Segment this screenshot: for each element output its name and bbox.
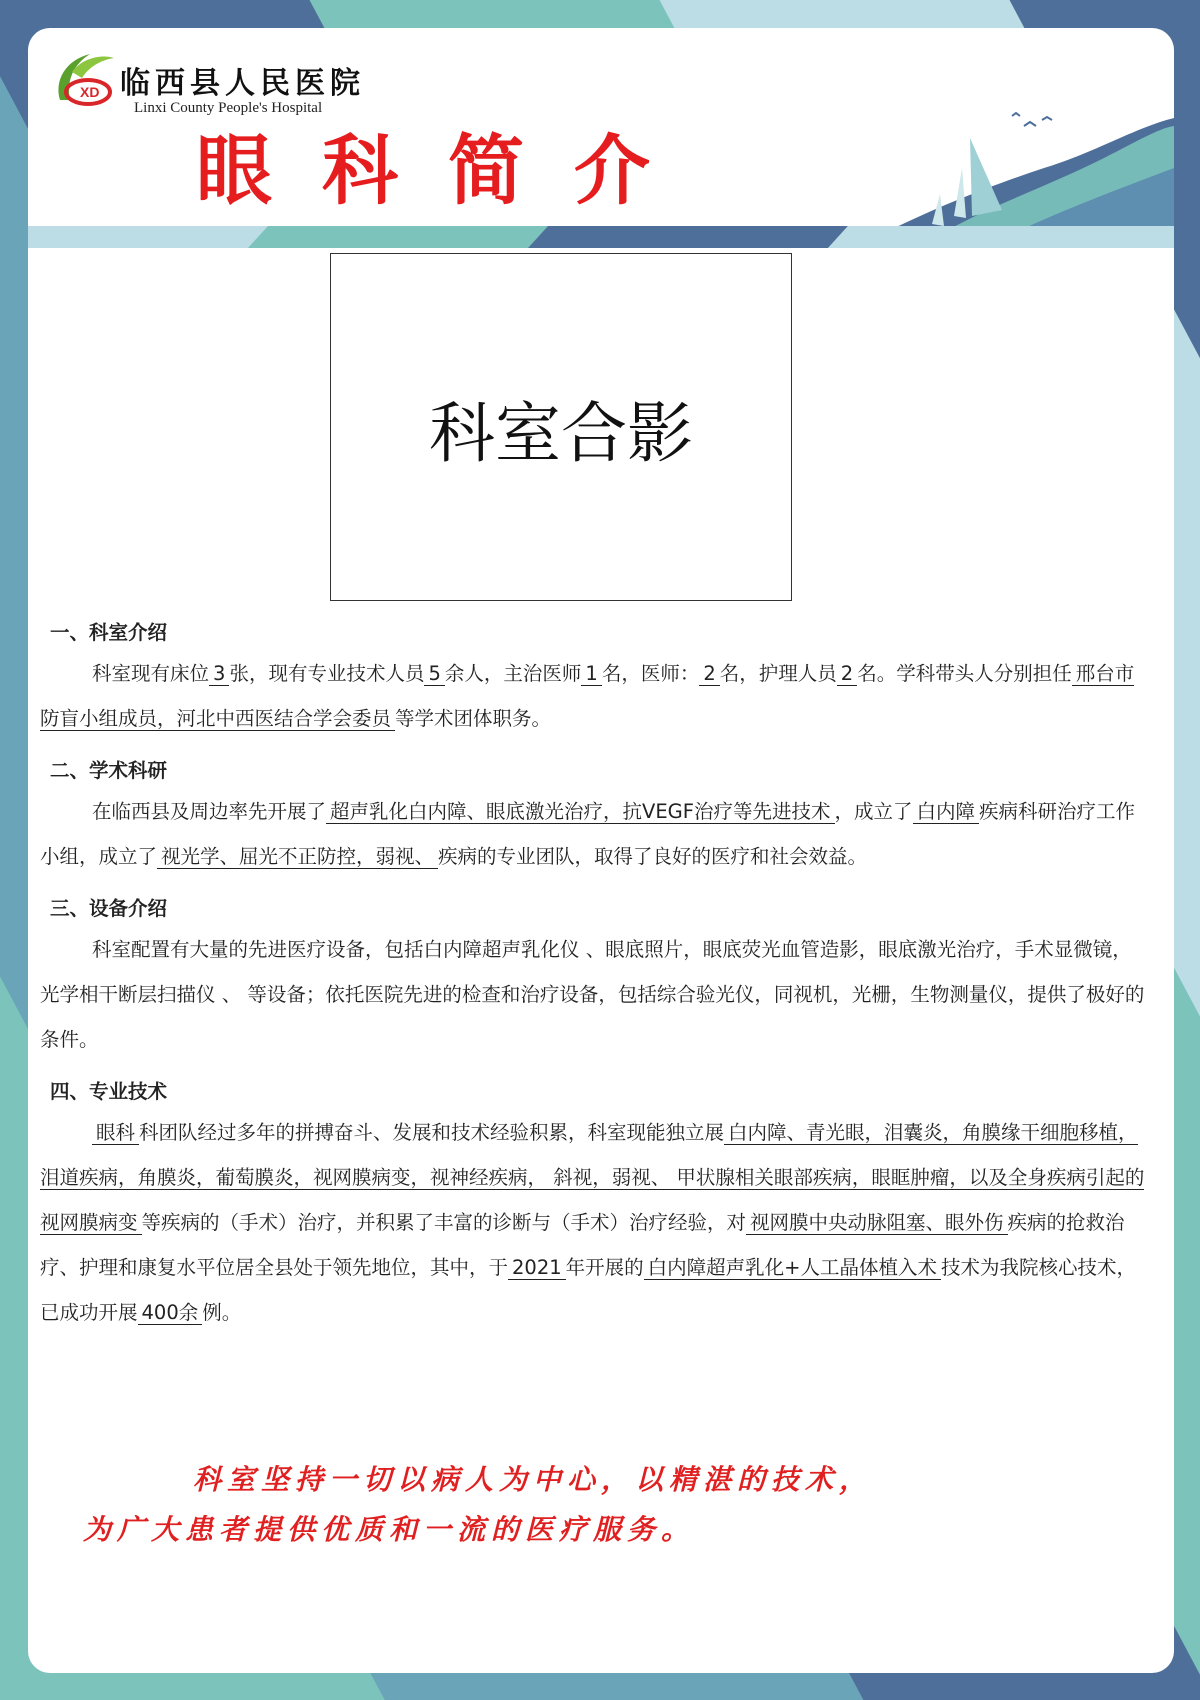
- text-run: 科室配置有大量的先进医疗设备，包括白内障超声乳化仪 、眼底照片，眼底荧光血管造影，眼底激光治疗，手术显微镜，光学相干断层扫描仪 、 等设备；依托医院先进的检查和治疗设备，包括综合验光仪，同视机，光栅，生物测量仪，提供了极好的条件。: [40, 938, 1145, 1051]
- filled-blank: 3: [209, 662, 229, 686]
- text-run: 科团队经过多年的拼搏奋斗、发展和技术经验积累，科室现能独立展: [139, 1121, 725, 1144]
- hospital-logo-icon: [52, 50, 122, 112]
- section-paragraph: [40, 1110, 1150, 1335]
- filled-blank: 2: [699, 662, 719, 686]
- hospital-name-cn: 临西县人民医院: [120, 66, 365, 101]
- filled-blank: 眼科: [92, 1121, 139, 1145]
- filled-blank: 5: [424, 662, 444, 686]
- svg-text:XD: XD: [80, 84, 100, 100]
- text-run: 张，现有专业技术人员: [229, 662, 425, 685]
- header: [28, 28, 1174, 236]
- section-paragraph: [40, 789, 1150, 879]
- text-run: 名。学科带头人分别担任: [857, 662, 1072, 685]
- filled-blank: 邢台市防盲小组成员，河北中西医结合学会委员: [40, 662, 1135, 730]
- group-photo-placeholder: [330, 253, 792, 601]
- text-run: 年开展的: [565, 1256, 644, 1279]
- section-paragraph: [40, 651, 1150, 741]
- photo-placeholder-label: 科室合影: [429, 394, 693, 472]
- text-run: 等学术团体职务。: [395, 707, 552, 730]
- section-title: 一、科室介绍: [50, 621, 168, 644]
- text-run: 名，医师：: [601, 662, 700, 685]
- header-divider-band: [28, 226, 1174, 248]
- text-run: 例。: [202, 1301, 242, 1324]
- filled-blank: 视光学、屈光不正防控，弱视、: [157, 845, 438, 869]
- slogan-line-1: 科室坚持一切以病人为中心，以精湛的技术，: [193, 1463, 874, 1496]
- poster-card: [28, 28, 1174, 1673]
- sailboat-waves-decoration: [874, 98, 1174, 238]
- section-title: 三、设备介绍: [50, 897, 168, 920]
- filled-blank: 超声乳化白内障、眼底激光治疗，抗VEGF治疗等先进技术: [326, 800, 835, 824]
- text-run: 余人，主治医师: [444, 662, 582, 685]
- filled-blank: 白内障超声乳化+人工晶体植入术: [644, 1256, 941, 1280]
- text-run: 科室现有床位: [92, 662, 210, 685]
- filled-blank: 白内障: [913, 800, 980, 824]
- department-content: [40, 603, 1150, 1335]
- filled-blank: 2021: [508, 1256, 566, 1280]
- section-paragraph: [40, 927, 1150, 1062]
- text-run: ，成立了: [834, 800, 913, 823]
- filled-blank: 400余: [138, 1301, 203, 1325]
- hospital-name-en: Linxi County People's Hospital: [134, 100, 323, 116]
- filled-blank: 白内障、青光眼，泪囊炎，角膜缘干细胞移植，泪道疾病，角膜炎，葡萄膜炎，视网膜病变，视神经疾病， 斜视，弱视、 甲状腺相关眼部疾病，眼眶肿瘤，以及全身疾病引起的视网膜病变: [40, 1121, 1145, 1234]
- text-run: 疾病科研治疗工作小组，成立了: [40, 800, 1136, 868]
- filled-blank: 1: [581, 662, 601, 686]
- page-title: 眼科简介: [196, 126, 700, 215]
- text-run: 疾病的抢救治疗、护理和康复水平位居全县处于领先地位，其中，于: [40, 1211, 1125, 1279]
- text-run: 技术为我院核心技术，已成功开展: [40, 1256, 1137, 1324]
- text-run: 等疾病的（手术）治疗，并积累了丰富的诊断与（手术）治疗经验，对: [141, 1211, 747, 1234]
- slogan-line-2: 为广大患者提供优质和一流的医疗服务。: [83, 1513, 696, 1546]
- section-title: 二、学术科研: [50, 759, 168, 782]
- filled-blank: 2: [837, 662, 857, 686]
- text-run: 疾病的专业团队，取得了良好的医疗和社会效益。: [438, 845, 868, 868]
- section-title: 四、专业技术: [50, 1080, 168, 1103]
- filled-blank: 视网膜中央动脉阻塞、眼外伤: [746, 1211, 1008, 1235]
- text-run: 名，护理人员: [719, 662, 837, 685]
- text-run: 在临西县及周边率先开展了: [92, 800, 327, 823]
